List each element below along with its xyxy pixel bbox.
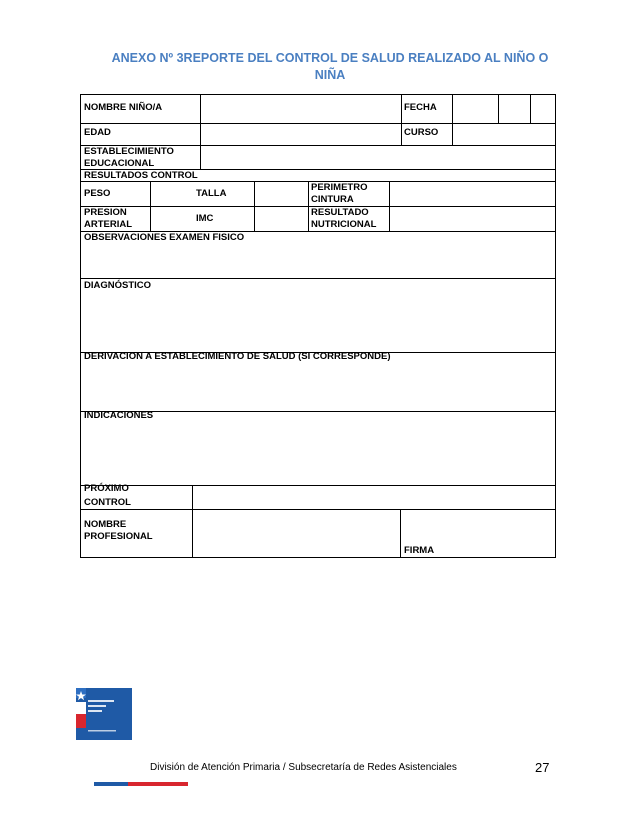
col-line	[452, 95, 453, 145]
footer-bar-red	[128, 782, 188, 786]
fecha-label: FECHA	[404, 102, 437, 113]
presion-label-2: ARTERIAL	[84, 219, 133, 230]
observaciones-label: OBSERVACIONES EXAMEN FISICO	[84, 232, 245, 243]
resultados-control-label: RESULTADOS CONTROL	[84, 170, 198, 181]
imc-label: IMC	[196, 213, 214, 224]
footer-color-bar	[94, 782, 188, 786]
col-line	[389, 181, 390, 231]
edad-label: EDAD	[84, 127, 111, 138]
footer-bar-blue	[94, 782, 128, 786]
document-title	[60, 50, 600, 84]
col-line	[530, 95, 531, 123]
row-line	[81, 278, 555, 279]
curso-label: CURSO	[404, 127, 439, 138]
col-line	[308, 181, 309, 231]
col-line	[401, 95, 402, 145]
establecimiento-label-1: ESTABLECIMIENTO	[84, 146, 174, 157]
firma-label: FIRMA	[404, 545, 435, 556]
perimetro-label-1: PERIMETRO	[311, 182, 368, 193]
nombre-profesional-label-1: NOMBRE	[84, 519, 127, 530]
resultado-label-1: RESULTADO	[311, 207, 369, 218]
ministerio-salud-logo	[76, 688, 132, 740]
indicaciones-label: INDICACIONES	[84, 410, 154, 421]
proximo-control-label-1: PRÓXIMO	[84, 483, 129, 494]
col-line	[400, 509, 401, 557]
talla-label: TALLA	[196, 188, 227, 199]
nombre-nino-label: NOMBRE NIÑO/A	[84, 102, 163, 113]
col-line	[200, 95, 201, 169]
col-line	[498, 95, 499, 123]
derivacion-label: DERIVACION A ESTABLECIMIENTO DE SALUD (SI CORRESPONDE)	[84, 351, 391, 362]
col-line	[150, 181, 151, 231]
diagnostico-label: DIAGNÓSTICO	[84, 280, 152, 291]
peso-label: PESO	[84, 188, 111, 199]
health-report-form	[80, 94, 556, 558]
resultado-label-2: NUTRICIONAL	[311, 219, 377, 230]
col-line	[254, 181, 255, 231]
row-line	[81, 123, 555, 124]
title-line-2: NIÑA	[314, 68, 346, 82]
footer-text: División de Atención Primaria / Subsecretaría de Redes Asistenciales	[150, 762, 457, 773]
nombre-profesional-label-2: PROFESIONAL	[84, 531, 153, 542]
proximo-control-label-2: CONTROL	[84, 497, 131, 508]
row-line	[81, 485, 555, 486]
page-number: 27	[535, 760, 550, 775]
row-line	[81, 509, 555, 510]
perimetro-label-2: CINTURA	[311, 194, 354, 205]
presion-label-1: PRESION	[84, 207, 127, 218]
col-line	[192, 485, 193, 557]
establecimiento-label-2: EDUCACIONAL	[84, 158, 155, 169]
title-line-1: ANEXO Nº 3REPORTE DEL CONTROL DE SALUD REALIZADO AL NIÑO O	[111, 51, 549, 65]
